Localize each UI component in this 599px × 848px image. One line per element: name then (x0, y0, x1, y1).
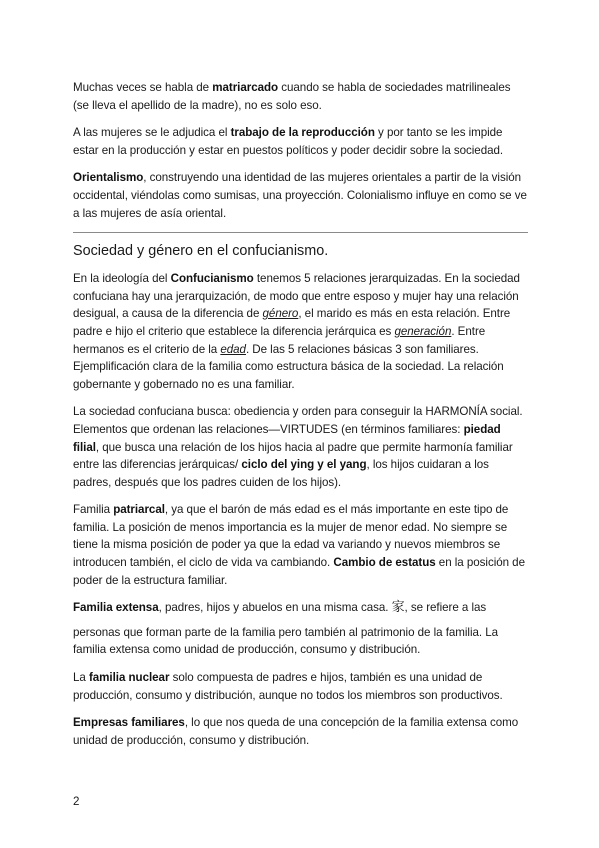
paragraph-confucianismo: En la ideología del Confucianismo tenemos 5 relaciones jerarquizadas. En la sociedad confuciana hay una jerarquización, de modo que entre esposo y mujer hay una relación desigual, a causa de la diferencia de género, el marido es más en esta relación. Entre padre e hijo el criterio que establece la diferencia jerárquica es generación. Entre hermanos es el criterio de la edad. De las 5 relaciones básicas 3 son familiares. Ejemplificación clara de la familia como estructura básica de la sociedad. La relación gobernante y gobernado no es una familiar. (73, 272, 520, 391)
term-familia-nuclear: familia nuclear (88, 671, 170, 685)
term-matriarcado: matriarcado (212, 81, 279, 94)
paragraph-orientalismo: Orientalismo, construyendo una identidad de las mujeres orientales a partir de la visión occidental, viéndolas como sumisas, una proyección. Colonialismo influye en como se ve a las mujeres de asía oriental. (73, 171, 527, 220)
paragraph-matriarcado: Muchas veces se habla de matriarcado cuando se habla de sociedades matrilineales (se lleva el apellido de la madre), no es solo eso. (73, 81, 511, 112)
section-heading: Sociedad y género en el confucianismo. (73, 243, 329, 260)
term-empresas-familiares: Empresas familiares (73, 716, 185, 730)
document-body (73, 79, 528, 759)
term-patriarcal: patriarcal (113, 503, 165, 517)
term-familia-extensa: Familia extensa (73, 601, 159, 615)
chinese-character-jia: 家 (391, 600, 405, 616)
term-orientalismo: Orientalismo (73, 171, 144, 185)
term-ciclo-ying-yang: ciclo del ying y el yang (241, 458, 367, 472)
paragraph-empresas-familiares: Empresas familiares, lo que nos queda de una concepción de la familia extensa como unidad de producción, consumo y distribución. (73, 716, 519, 747)
section-divider (73, 232, 528, 233)
term-piedad-filial: piedad filial (73, 422, 501, 454)
paragraph-reproduccion: A las mujeres se le adjudica el trabajo de la reproducción y por tanto se les impide estar en la producción y estar en puestos políticos y poder decidir sobre la sociedad. (73, 126, 504, 157)
paragraph-sociedad-confuciana: La sociedad confuciana busca: obediencia y orden para conseguir la HARMONÍA social. Elementos que ordenan las relaciones—VIRTUDES (en términos familiares: piedad filial, que busca una relación de los hijos hacia al padre que permite harmonía familiar entre las diferencias jerárquicas/ ciclo del ying y el yang, los hijos cuidaran a los padres, después que los padres cuiden de los hijos). (73, 405, 523, 489)
term-edad: edad (220, 342, 246, 356)
term-generacion: generación (394, 324, 452, 338)
paragraph-familia-nuclear: La familia nuclear solo compuesta de padres e hijos, también es una unidad de producción, consumo y distribución, aunque no todos los miembros son productivos. (73, 671, 503, 702)
paragraph-familia-extensa: Familia extensa, padres, hijos y abuelos en una misma casa. 家, se refiere a las (73, 600, 487, 616)
term-genero: género (262, 307, 299, 321)
term-cambio-estatus: Cambio de estatus (333, 556, 436, 570)
term-confucianismo: Confucianismo (170, 272, 254, 286)
term-trabajo-reproduccion: trabajo de la reproducción (230, 126, 375, 140)
paragraph-familia-extensa-cont: personas que forman parte de la familia pero también al patrimonio de la familia. La familia extensa como unidad de producción, consumo y distribución. (73, 625, 499, 657)
page-number: 2 (73, 795, 80, 808)
paragraph-familia-patriarcal: Familia patriarcal, ya que el barón de más edad es el más importante en este tipo de familia. La posición de menos importancia es la mujer de menor edad. No siempre se tiene la misma posición de poder ya que la edad va variando y nuevos miembros se introducen también, el ciclo de vida va cambiando. Cambio de estatus en la posición de poder de la estructura familiar. (73, 503, 525, 587)
